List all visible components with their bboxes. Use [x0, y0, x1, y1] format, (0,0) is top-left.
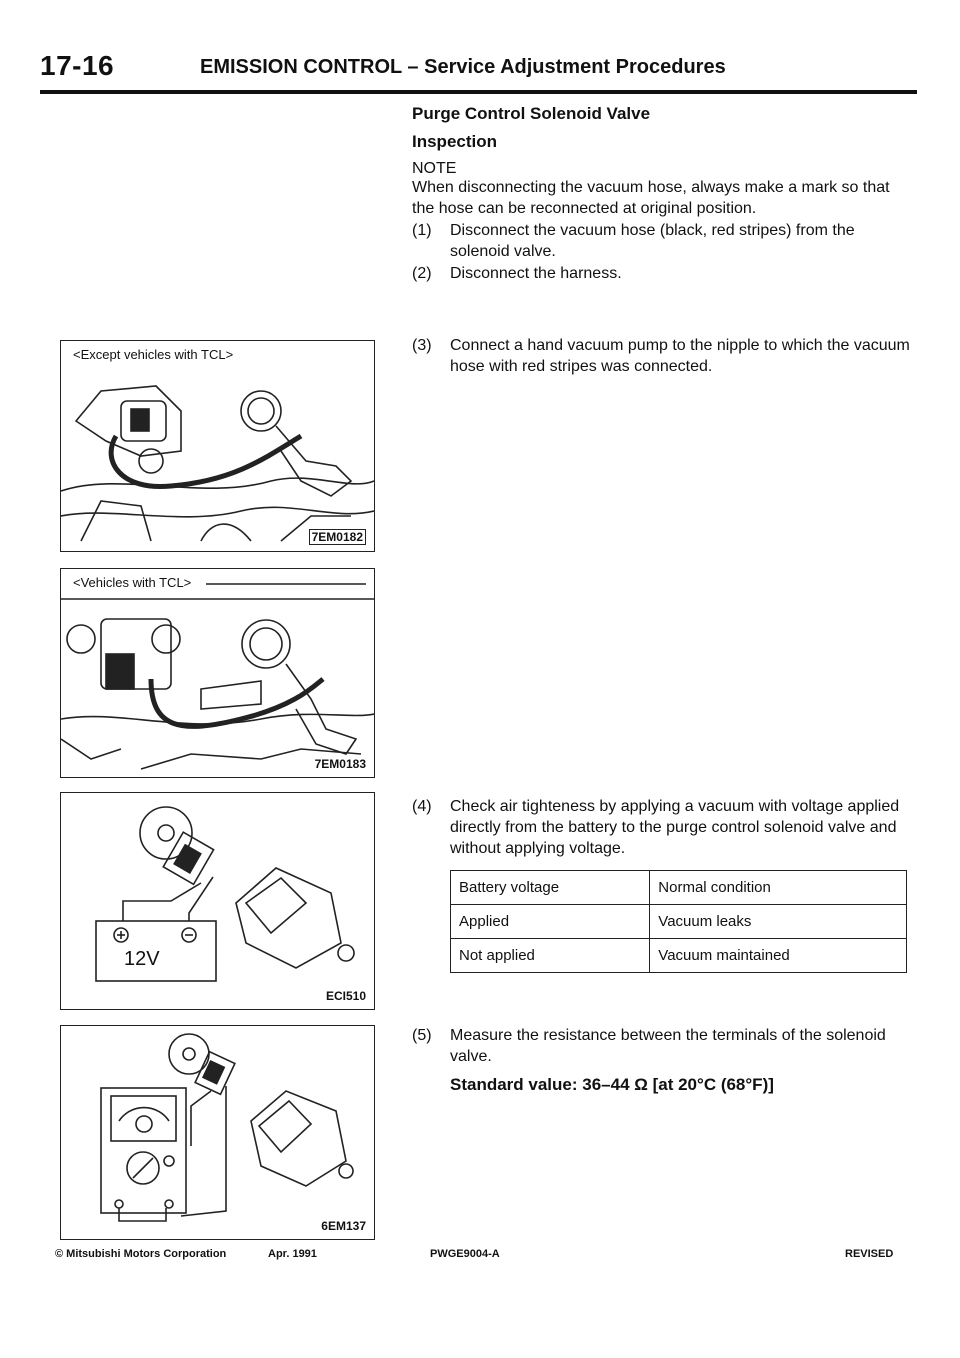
- standard-value: Standard value: 36–44 Ω [at 20°C (68°F)]: [450, 1075, 774, 1094]
- step-text: Disconnect the vacuum hose (black, red stripes) from the solenoid valve.: [450, 222, 855, 260]
- figure-code: 6EM137: [321, 1219, 366, 1233]
- step-number: (5): [412, 1027, 432, 1044]
- voltage-condition-table: [450, 870, 907, 973]
- step-number: (4): [412, 798, 432, 815]
- section-subtitle: Inspection: [412, 132, 498, 151]
- step-number: (1): [412, 222, 432, 239]
- table-header-row: [451, 871, 907, 905]
- figure-code: ECI510: [325, 989, 366, 1003]
- step-text: Measure the resistance between the terminals of the solenoid valve.: [450, 1027, 886, 1065]
- table-header-cell: Normal condition: [650, 871, 907, 905]
- step-text: Disconnect the harness.: [450, 265, 622, 282]
- figure-with-tcl: [60, 568, 375, 778]
- note-label: NOTE: [412, 160, 457, 177]
- battery-solenoid-wiring-illustration: [61, 793, 374, 1009]
- footer-doc-code: PWGE9004-A: [430, 1248, 500, 1260]
- engine-vacuum-pump-illustration: [61, 341, 374, 551]
- note-text: When disconnecting the vacuum hose, always make a mark so that the hose can be reconnected at original position.: [412, 179, 890, 217]
- table-cell: Vacuum maintained: [650, 939, 907, 973]
- engine-vacuum-pump-tcl-illustration: [61, 569, 374, 777]
- table-cell: Vacuum leaks: [650, 905, 907, 939]
- section-title: Purge Control Solenoid Valve: [412, 104, 651, 123]
- figure-code: 7EM0182: [309, 529, 366, 545]
- figure-battery-test: [60, 792, 375, 1010]
- table-row: [451, 939, 907, 973]
- footer-copyright: © Mitsubishi Motors Corporation: [55, 1248, 227, 1260]
- step-text: Check air tighteness by applying a vacuum with voltage applied directly from the battery to the purge control solenoid valve and without applying voltage.: [450, 798, 900, 857]
- step-number: (3): [412, 337, 432, 354]
- figure-ohmmeter-test: [60, 1025, 375, 1240]
- figure-caption: <Vehicles with TCL>: [73, 575, 192, 590]
- page-header-title: EMISSION CONTROL – Service Adjustment Procedures: [200, 56, 726, 78]
- table-cell: Not applied: [451, 939, 650, 973]
- page-number: 17-16: [40, 50, 115, 81]
- ohmmeter-solenoid-illustration: [61, 1026, 374, 1239]
- table-row: [451, 905, 907, 939]
- footer-date: Apr. 1991: [268, 1248, 317, 1260]
- figure-code: 7EM0183: [314, 757, 366, 771]
- footer-status: REVISED: [845, 1248, 894, 1260]
- table-header-cell: Battery voltage: [451, 871, 650, 905]
- figure-caption: <Except vehicles with TCL>: [73, 347, 234, 362]
- header-rule: [40, 90, 917, 94]
- step-number: (2): [412, 265, 432, 282]
- battery-voltage-label: 12V: [124, 948, 160, 970]
- table-cell: Applied: [451, 905, 650, 939]
- figure-except-tcl: [60, 340, 375, 552]
- step-text: Connect a hand vacuum pump to the nipple to which the vacuum hose with red stripes was connected.: [450, 337, 910, 375]
